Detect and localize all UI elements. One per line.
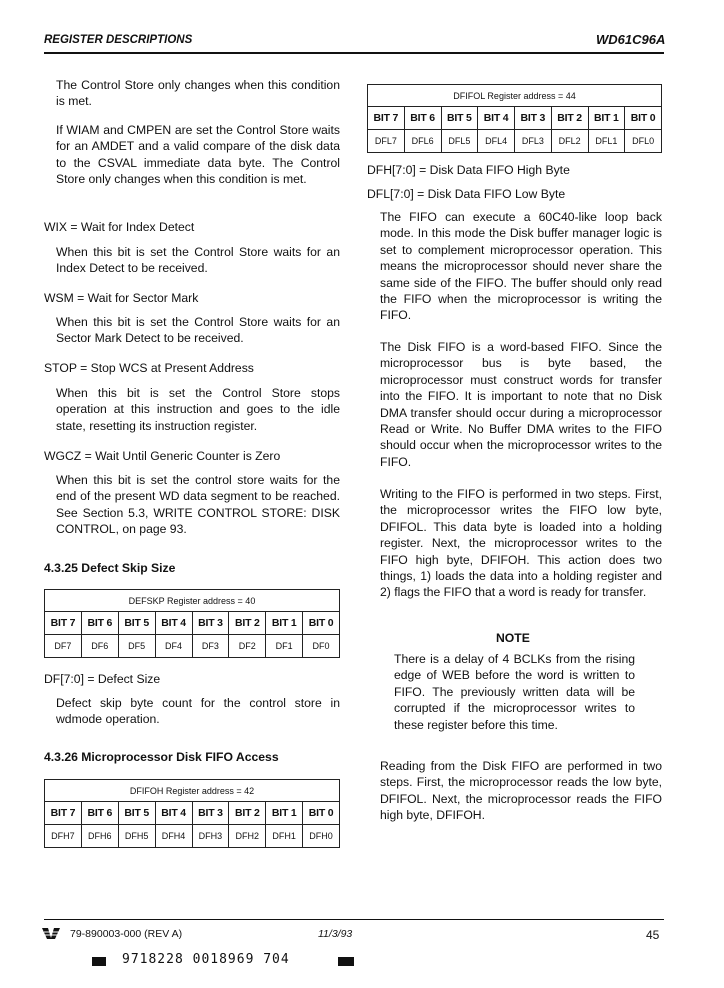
bit-header: BIT 3 bbox=[515, 107, 552, 130]
bit-name: DF0 bbox=[303, 635, 340, 658]
paragraph-wiam: If WIAM and CMPEN are set the Control Store waits for an AMDET and a valid compare of the disk data to the CSVAL immediate data byte. The Control Store only changes when this condition is met. bbox=[56, 123, 340, 187]
bit-header: BIT 2 bbox=[229, 802, 266, 825]
bit-header: BIT 1 bbox=[588, 107, 625, 130]
bit-name: DF5 bbox=[118, 635, 155, 658]
bit-name: DFL3 bbox=[515, 130, 552, 153]
wsm-label: WSM = Wait for Sector Mark bbox=[44, 291, 199, 305]
bit-header: BIT 3 bbox=[192, 802, 229, 825]
bit-name: DFH4 bbox=[155, 825, 192, 848]
bit-name: DFL1 bbox=[588, 130, 625, 153]
bit-name: DF6 bbox=[81, 635, 118, 658]
bit-name: DFH1 bbox=[266, 825, 303, 848]
paragraph-fifo-reading: Reading from the Disk FIFO are performed in two steps. First, the microprocessor reads the low byte, DFIFOL. Next, the microprocessor reads the FIFO high byte, DFIFOH. bbox=[380, 759, 662, 823]
bit-header: BIT 5 bbox=[441, 107, 478, 130]
scan-barcode-text: 9718228 0018969 704 bbox=[122, 952, 290, 967]
header-rule bbox=[44, 52, 664, 54]
note-text: There is a delay of 4 BCLKs from the rising edge of WEB before the word is written to FIFO. The previously written data will be corrupted if the microprocessor writes to these register before this time. bbox=[394, 652, 635, 732]
footer-rule bbox=[44, 919, 664, 920]
wix-description: When this bit is set the Control Store waits for an Index Detect to be received. bbox=[56, 245, 340, 276]
paragraph-condition-1: The Control Store only changes when this condition is met. bbox=[56, 78, 340, 109]
bit-name: DFH2 bbox=[229, 825, 266, 848]
bit-name: DFL2 bbox=[551, 130, 588, 153]
stop-description: When this bit is set the Control Store stops operation at this instruction and goes to the idle state, resetting its instruction register. bbox=[56, 386, 340, 433]
bit-header: BIT 1 bbox=[266, 802, 303, 825]
header-section-title: REGISTER DESCRIPTIONS bbox=[44, 34, 193, 46]
bit-header: BIT 6 bbox=[81, 612, 118, 635]
wsm-description: When this bit is set the Control Store waits for an Sector Mark Detect to be received. bbox=[56, 315, 340, 346]
paragraph-fifo-word-based: The Disk FIFO is a word-based FIFO. Since the microprocessor bus is byte based, the microprocessor must construct words for transfer into the FIFO. It is important to note that no Disk DMA transfer should occur during a microprocessor Read or Write. No Buffer DMA writes to the FIFO should occur when the microprocessor writes to the FIFO. bbox=[380, 340, 662, 469]
bit-header: BIT 4 bbox=[155, 612, 192, 635]
bit-name: DF1 bbox=[266, 635, 303, 658]
section-heading-4-3-25: 4.3.25 Defect Skip Size bbox=[44, 561, 176, 575]
dfl-label: DFL[7:0] = Disk Data FIFO Low Byte bbox=[367, 187, 566, 201]
bit-name: DFL4 bbox=[478, 130, 515, 153]
scan-mark-left bbox=[92, 957, 106, 966]
header-part-number: WD61C96A bbox=[596, 32, 666, 47]
bit-header: BIT 0 bbox=[303, 612, 340, 635]
bit-header: BIT 5 bbox=[118, 612, 155, 635]
bit-header: BIT 0 bbox=[303, 802, 340, 825]
paragraph-fifo-writing: Writing to the FIFO is performed in two steps. First, the microprocessor writes the FIFO low byte, DFIFOL. This data byte is loaded into a holding register. Next, the microprocessor writes to the FIFO high byte, DFIFOH. This action does two things, 1) loads the data into a holding register and 2) flags the FIFO that a word is ready for transfer. bbox=[380, 487, 662, 600]
paragraph-fifo-loopback: The FIFO can execute a 60C40-like loop back mode. In this mode the Disk buffer manager logic is set to complement microprocessor operation. This means the microprocessor should never share the same side of the FIFO. The buffer should only read the FIFO when the microprocessor is writing the FIFO. bbox=[380, 210, 662, 323]
footer-page-number: 45 bbox=[646, 928, 660, 942]
bit-header: BIT 4 bbox=[155, 802, 192, 825]
bit-name: DF2 bbox=[229, 635, 266, 658]
bit-name: DFL0 bbox=[625, 130, 662, 153]
note-title: NOTE bbox=[496, 631, 530, 645]
bit-name: DFH6 bbox=[81, 825, 118, 848]
bit-header: BIT 1 bbox=[266, 612, 303, 635]
dfifoh-register-table bbox=[44, 779, 340, 848]
bit-header: BIT 2 bbox=[551, 107, 588, 130]
dfh-label: DFH[7:0] = Disk Data FIFO High Byte bbox=[367, 163, 570, 177]
dfifol-register-table bbox=[367, 84, 662, 153]
bit-name: DFH0 bbox=[303, 825, 340, 848]
bit-name: DFH3 bbox=[192, 825, 229, 848]
bit-name: DF4 bbox=[155, 635, 192, 658]
section-heading-4-3-26: 4.3.26 Microprocessor Disk FIFO Access bbox=[44, 750, 279, 764]
bit-name: DFH7 bbox=[45, 825, 82, 848]
wgcz-description: When this bit is set the control store waits for the end of the present WD data segment to be reached. See Section 5.3, WRITE CONTROL STORE: DISK CONTROL, on page 93. bbox=[56, 473, 340, 537]
register-caption: DFIFOL Register address = 44 bbox=[368, 85, 662, 107]
defskp-register-table bbox=[44, 589, 340, 658]
footer-document-number: 79-890003-000 (REV A) bbox=[70, 928, 183, 940]
register-caption: DEFSKP Register address = 40 bbox=[45, 590, 340, 612]
bit-header: BIT 7 bbox=[368, 107, 405, 130]
register-caption: DFIFOH Register address = 42 bbox=[45, 780, 340, 802]
bit-header: BIT 7 bbox=[45, 802, 82, 825]
stop-label: STOP = Stop WCS at Present Address bbox=[44, 361, 254, 375]
bit-header: BIT 3 bbox=[192, 612, 229, 635]
wgcz-label: WGCZ = Wait Until Generic Counter is Zero bbox=[44, 449, 281, 463]
bit-header: BIT 0 bbox=[625, 107, 662, 130]
df-label: DF[7:0] = Defect Size bbox=[44, 672, 161, 686]
bit-header: BIT 2 bbox=[229, 612, 266, 635]
bit-header: BIT 5 bbox=[118, 802, 155, 825]
bit-header: BIT 6 bbox=[404, 107, 441, 130]
bit-name: DFH5 bbox=[118, 825, 155, 848]
bit-name: DFL7 bbox=[368, 130, 405, 153]
bit-name: DFL6 bbox=[404, 130, 441, 153]
bit-name: DF7 bbox=[45, 635, 82, 658]
bit-name: DF3 bbox=[192, 635, 229, 658]
company-logo-icon bbox=[42, 926, 62, 940]
bit-header: BIT 6 bbox=[81, 802, 118, 825]
bit-header: BIT 4 bbox=[478, 107, 515, 130]
bit-header: BIT 7 bbox=[45, 612, 82, 635]
scan-mark-right bbox=[338, 957, 354, 966]
footer-date: 11/3/93 bbox=[318, 928, 353, 940]
df-description: Defect skip byte count for the control store in wdmode operation. bbox=[56, 696, 340, 727]
bit-name: DFL5 bbox=[441, 130, 478, 153]
wix-label: WIX = Wait for Index Detect bbox=[44, 220, 195, 234]
